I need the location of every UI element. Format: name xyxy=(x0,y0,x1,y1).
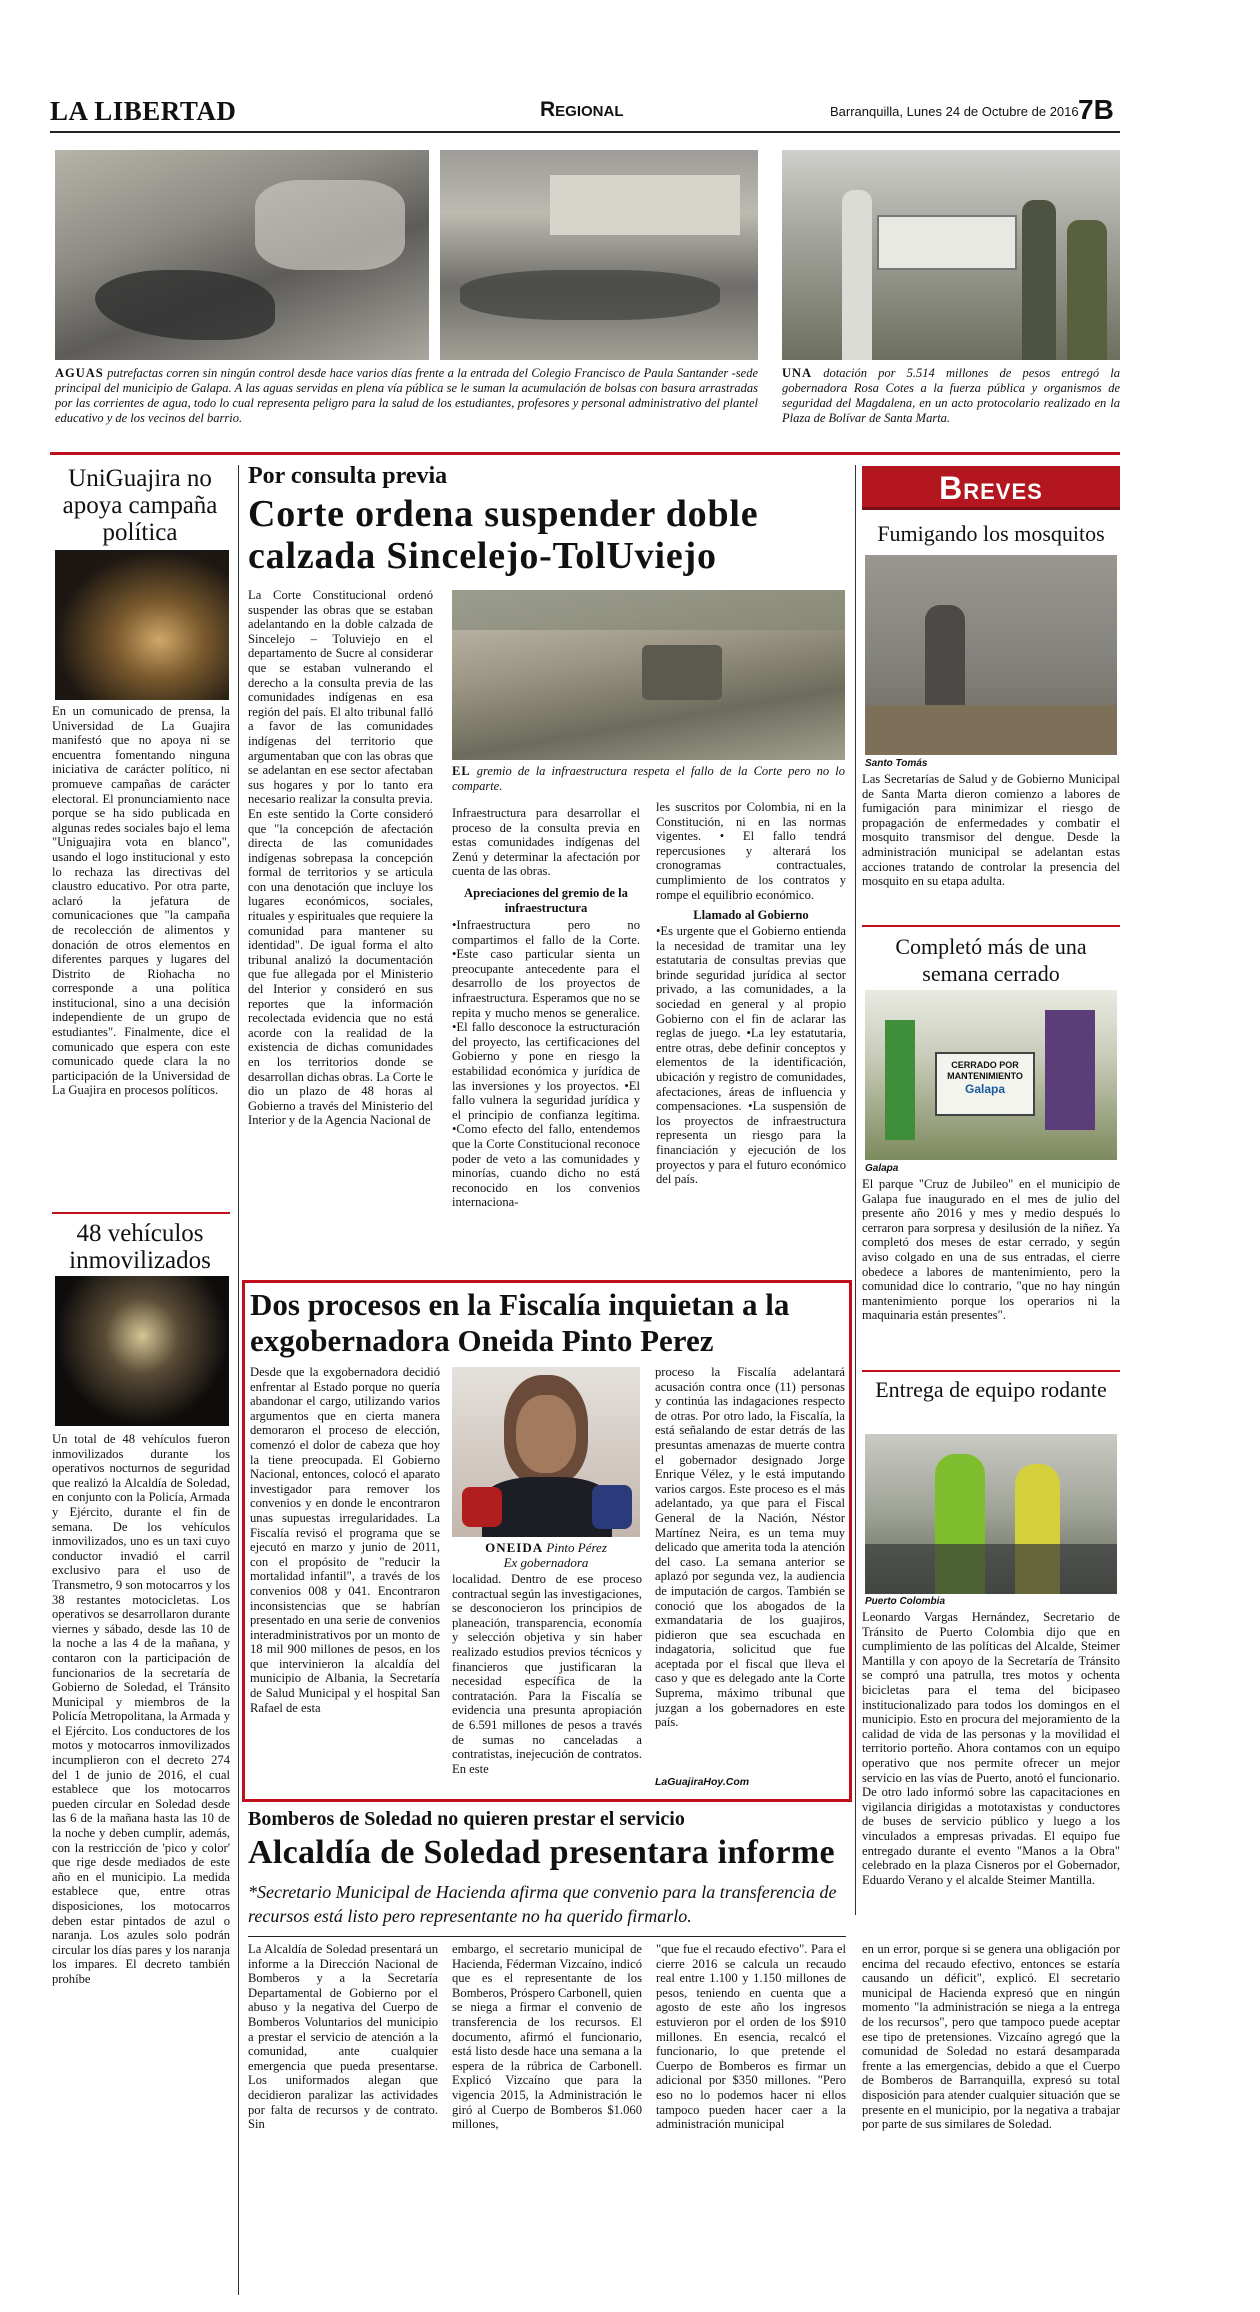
story-uniguajira-body: En un comunicado de prensa, la Universidad de La Guajira manifestó que no apoya ni se encuentra fomentando ninguna iniciativa de carácter político, ni promueve campañas de carácter electoral. El pronunciamiento nace porque se ha sido publicada en algunas redes sociales bajo el lema "Uniguajira vota en blanco", usando el logo institucional y esto lo rechaza las directivas del claustro educativo. Por otra parte, aclaró la jefatura de comunicaciones que "la campaña de recolección de alimentos y donación de otros elementos en diferentes parques y lugares del Distrito de Riohacha no corresponde a una política institucional, sino a una decisión independiente de un grupo de estudiantes". Finalmente, dice el comunicado que espera con este comunicado quede clara la no participación de la Universidad de La Guajira en procesos políticos. xyxy=(52,704,230,1098)
soledad-kicker: Bomberos de Soledad no quieren prestar el servicio xyxy=(248,1808,685,1830)
caption-role: Ex gobernadora xyxy=(503,1555,589,1570)
lead-subhead-gobierno: Llamado al Gobierno xyxy=(693,908,809,922)
lead-body-col3b: •Es urgente que el Gobierno entienda la necesidad de tramitar una ley estatutaria de consultas previas que brinde seguridad jurídica al sector privado, a las comunidades, a la sociedad en general y al propio Gobierno con el fin de aclarar las reglas de juego. •La ley estatutaria, entre otras, debe definir conceptos y elementos de la identificación, ubicación y registro de comunidades, afectaciones, áreas de influencia y compensaciones. •La suspensión de los proyectos de infraestructura representa un riesgo para la financiación y ejecución de los proyectos y para el futuro económico del país. xyxy=(656,924,846,1187)
soledad-rule xyxy=(248,1936,846,1937)
photo-oneida-caption xyxy=(452,1540,640,1570)
story-vehicles-title: 48 vehículos inmovilizados xyxy=(69,1220,211,1274)
caption-text: putrefactas corren sin ningún control desde hace varios días frente a la entrada del Colegio Francisco de Paula Santander -sede principal del municipio de Galapa. A las aguas servidas en plena vía pública se le suman la acumulación de bolsas con basura arrastradas por las corrientes de agua, todo lo cual representa peligro para la salud de los estudiantes, profesores y personal administrativo del plantel educativo y de los vecinos del barrio. xyxy=(55,366,758,425)
photo-uniguajira-campus xyxy=(55,550,229,700)
fiscalia-body-col2: localidad. Dentro de ese proceso contractual según las investigaciones, se desconocieron los principios de planeación, transparencia, economía y selección objetiva y sin haber realizado estudios previos técnicos y financieros que justificaran la necesidad específica de la contratación. Para la Fiscalía se evidencia una presunta apropiación de 6.591 millones de pesos a través de sumas no canceladas a contratistas, inejecución de contratos. En este xyxy=(452,1572,642,1776)
lead-body-col3a: les suscritos por Colombia, ni en la Constitución, ni en las normas vigentes. • El fallo tendrá repercusiones y alterará los cronogramas contractuales, cumplimiento de los contratos y rompe el equilibrio económico. xyxy=(656,800,846,902)
photo-fumigation xyxy=(865,555,1117,755)
masthead-dateline: Barranquilla, Lunes 24 de Octubre de 2016 xyxy=(830,104,1079,119)
photo-night-operation xyxy=(55,1276,229,1426)
soledad-body-col2: embargo, el secretario municipal de Hacienda, Féderman Vizcaíno, indicó que es el representante de los Bomberos, Próspero Carbonell, quien se niega a firmar el convenio de transferencia de los recursos. El documento, afirmó el funcionario, está listo desde hace una semana a la espera de la rúbrica de Carbonell. Explicó Vizcaíno que para la vigencia 2015, la Administración le giró al Cuerpo de Bomberos $1.060 millones, xyxy=(452,1942,642,2132)
photo-sewage-water-2 xyxy=(440,150,758,360)
masthead-rule xyxy=(50,131,1120,133)
photo-police-equipment xyxy=(865,1434,1117,1594)
caption-lead-word: EL xyxy=(452,764,471,778)
breve-parque-body: El parque "Cruz de Jubileo" en el municipio de Galapa fue inaugurado en el mes de julio del presente año 2016 y mes y medio después lo cerraron para sorpresa y desilusión de la niñez. Ya completó dos meses de estar cerrado, y según aviso colgado en una de sus entradas, el cierre obedece a labores de mantenimiento, pero la comunidad dice lo contrario, "que no hay ningún mantenimiento porque los operarios ni la maquinaria están presentes". xyxy=(862,1177,1120,1323)
lead-kicker: Por consulta previa xyxy=(248,463,448,489)
masthead-page-number: 7B xyxy=(1078,94,1114,125)
fiscalia-body-col3: proceso la Fiscalía adelantará acusación contra once (11) personas y continúa las indagaciones respecto de otras. Por otro lado, la Fiscalía, la está señalando de estar detrás de las presuntas amenazas de muerte contra el gobernador designado Jorge Enrique Vélez, y le está imputando varios cargos. Este proceso es el más adelantado, ya que para el Fiscal General de la Nación, Néstor Martínez Neira, es un tema muy delicado que amerita toda la atención del caso. La semana anterior se aplazó por segunda vez, la audiencia de imputación de cargos. También se conoció que los abogados de la exmandataria de los guajiros, pidieron que sea escuchada en indagatoria, solicitud que fue aceptada por el fiscal que lleva el caso y que es delegado ante la Corte Suprema, máximo tribunal que juzgan a los gobernadores en este país. xyxy=(655,1365,845,1730)
masthead-section: Regional xyxy=(540,98,624,121)
breves-header-box xyxy=(862,466,1120,510)
caption-lead-word: UNA xyxy=(782,366,813,380)
breves-header: Breves xyxy=(939,470,1043,506)
top-red-rule xyxy=(50,452,1120,455)
soledad-body-col4: en un error, porque si se genera una obligación por encima del recaudo efectivo, entonces se estaría causando un déficit", explicó. El secretario municipal de Hacienda expresó que en ningún momento "la administración se niega a la entrega de los recursos", pero que tampoco puede aceptar ese tipo de pretensiones. Vizcaíno agregó que la comunidad de Soledad no estará desamparada frente a las emergencias, debido a que el Cuerpo de Bomberos de Barranquilla, expresó su total disposición para atender cualquier situación que se presente en el municipio, por la negativa a trabajar por parte de sus similares de Soledad. xyxy=(862,1942,1120,2132)
left-red-rule-1 xyxy=(52,1212,230,1214)
breve-fumigando-title: Fumigando los mosquitos xyxy=(877,521,1105,546)
soledad-subtitle: *Secretario Municipal de Hacienda afirma que convenio para la transferencia de recursos está listo pero representante no ha querido firmarlo. xyxy=(248,1882,837,1926)
column-divider-right xyxy=(855,465,856,1915)
soledad-headline: Alcaldía de Soledad presentara informe xyxy=(248,1834,835,1871)
breve-equipo-body: Leonardo Vargas Hernández, Secretario de Tránsito de Puerto Colombia dijo que en cumplimiento de las políticas del Alcalde, Steimer Mantilla y con apoyo de la Secretaría de Tránsito se compró una patrulla, tres motos y ochenta bicicletas para el tema del bicipaseo institucionalizado para todos los domingos en el municipio. Esto en procura del mejoramiento de la calidad de vida de las personas y la movilidad el territorio porteño. Ahora contamos con un equipo operativo que nos permite ofrecer un mejor servicio en las vías de Puerto, anotó el funcionario. De otro lado informó sobre las capacitaciones en vigilancia dirigidas a mototaxistas y conductores de buses de servicio público y luego a los vinculados a empresas privadas. El equipo fue entregado durante el evento "Manos a la Obra" celebrado en la plaza Cisneros por el Gobernador, Eduardo Verano y el alcalde Steimer Mantilla. xyxy=(862,1610,1120,1887)
breve-fumigando-location: Santo Tomás xyxy=(865,758,928,769)
photo-oneida-pinto xyxy=(452,1367,640,1537)
lead-headline: Corte ordena suspender doble calzada Sincelejo-TolUviejo xyxy=(248,493,759,577)
closed-sign xyxy=(935,1052,1035,1116)
breve-parque-location: Galapa xyxy=(865,1163,899,1174)
fiscalia-source: LaGuajiraHoy.Com xyxy=(655,1776,750,1788)
photo-sewage-water-1 xyxy=(55,150,429,360)
caption-name-rest: Pinto Pérez xyxy=(543,1540,607,1555)
lead-body-col1: La Corte Constitucional ordenó suspender las obras que se estaban adelantando en la doble calzada de Sincelejo – Toluviejo en el departamento de Sucre al considerar que se estaban vulnerando el derecho a la consulta previa de las comunidades indígenas en esa región del país. El alto tribunal falló a favor de las comunidades indígenas del territorio que argumentaban que con las obras que se adelantan en ese sector afectaban sus hogares y por lo tanto era necesario realizar la consulta previa. En este sentido la Corte consideró que "la concepción de afectación directa de las comunidades indígenas sobrepasa la concepción formal de territorios y se articula con una denotación que incluye los lugares económicos, sociales, rituales y espirituales que requiere la comunidad para mantener su identidad". De igual forma el alto tribunal analizó la documentación que fue allegada por el Ministerio del Interior y consideró en sus reportes que la información recolectada evidencia que no está acorde con la realidad de la existencia de dichas comunidades en los territorios donde se desarrollan dichas obras. La Corte le dio un plazo de 48 horas al Gobierno a través del Ministerio del Interior y de la Agencia Nacional de xyxy=(248,588,433,1128)
caption-lead-word: AGUAS xyxy=(55,366,104,380)
breves-red-rule-1 xyxy=(862,925,1120,927)
soledad-body-col3: "que fue el recaudo efectivo". Para el cierre 2016 se calcula un recaudo real entre 1.100 y 1.150 millones de pesos, teniendo en cuenta que a agosto de este año los ingresos estuvieron por el orden de los $910 millones. En esencia, recalcó el funcionario, lo que pretende el Cuerpo de Bomberos es firmar un adicional por $350 millones. "Pero eso no lo podemos hacer ni ellos tampoco pueden hacer caer a la administración municipal xyxy=(656,1942,846,2132)
closed-sign-text: CERRADO POR MANTENIMIENTO xyxy=(947,1060,1023,1081)
caption-text: gremio de la infraestructura respeta el fallo de la Corte pero no lo comparte. xyxy=(452,764,845,793)
breves-red-rule-2 xyxy=(862,1370,1120,1372)
closed-sign-brand: Galapa xyxy=(964,1082,1006,1096)
lead-body-col2a: Infraestructura para desarrollar el proceso de la consulta previa en estas comunidades indígenas del Zenú y determinar la afectación por cuenta de las obras. xyxy=(452,806,640,879)
breve-equipo-title: Entrega de equipo rodante xyxy=(875,1377,1107,1402)
breve-fumigando-body: Las Secretarías de Salud y de Gobierno Municipal de Santa Marta dieron comienzo a labores de fumigación para minimizar el riesgo de propagación de enfermedades y combatir el mosquito transmisor del dengue. Desde la administración municipal se adelantan estas acciones tratando de controlar la presencia del mosquito en su etapa adulta. xyxy=(862,772,1120,889)
lead-subhead-gremio: Apreciaciones del gremio de la infraestructura xyxy=(464,886,628,915)
top-caption-left xyxy=(55,366,758,426)
photo-governor-ceremony xyxy=(782,150,1120,360)
fiscalia-body-col1: Desde que la exgobernadora decidió enfrentar al Estado porque no quería abandonar el cargo, utilizando varios argumentos que en cierta manera demoraron el proceso de elección, comenzó el dolor de cabeza que hoy la tiene preocupada. El Gobierno Nacional, entonces, colocó el aparato investigador para remover los convenios y en donde le encontraron unas supuestas irregularidades. La Fiscalía revisó el programa que se ejecutó en marzo y junio de 2011, con el propósito de "reducir la mortalidad infantil", a través de los convenios 008 y 041. Encontraron inconsistencias que se habrían presentado en una serie de convenios interadministrativos por un monto de 18 mil 900 millones de pesos, en los que intervinieron la alcaldía del municipio de Albania, la Secretaría de Salud Municipal y el hospital San Rafael de esta xyxy=(250,1365,440,1715)
photo-closed-park xyxy=(865,990,1117,1160)
caption-text: dotación por 5.514 millones de pesos entregó la gobernadora Rosa Cotes a la fuerza pública y organismos de seguridad del Magdalena, en un acto protocolario realizado en la Plaza de Bolívar de Santa Marta. xyxy=(782,366,1120,425)
masthead-paper-name: LA LIBERTAD xyxy=(50,96,237,126)
caption-name: ONEIDA xyxy=(485,1540,544,1555)
lead-photo-caption xyxy=(452,764,845,794)
photo-road-construction xyxy=(452,590,845,760)
breve-equipo-location: Puerto Colombia xyxy=(865,1596,946,1607)
lead-body-col2b: •Infraestructura pero no compartimos el fallo de la Corte. •Este caso particular sienta un preocupante antecedente para el desarrollo de los proyectos de infraestructura. Esperamos que no se repita y mucho menos se generalice. •El fallo desconoce la estructuración del proyecto, las certificaciones del Gobierno y pone en riesgo la estabilidad económica y jurídica de las inversiones y los proyectos. •El fallo vulnera la seguridad jurídica y el principio de confianza legítima. •Como efecto del fallo, entendemos que la Corte Constitucional reconoce poder de veto a las comunidades y minorías, cuando dicho no está reconocido en los convenios internaciona- xyxy=(452,918,640,1210)
story-vehicles-body: Un total de 48 vehículos fueron inmovilizados durante los operativos nocturnos de seguridad que realizó la Alcaldía de Soledad, en conjunto con la Policía, Armada y Ejército, durante el fin de semana. De los vehículos inmovilizados, uno es un taxi cuyo conductor invadió el carril exclusivo para el uso de Transmetro, 9 son motocarros y los 38 restantes motocicletas. Los operativos se desarrollaron durante viernes y sábado, desde las 10 de la noche a las 4 de la mañana, y contaron con la participación de funcionarios de la secretaría de Gobierno de Soledad, el Tránsito Municipal y miembros de la Policía Metropolitana, la Armada y el Ejército. Los conductores de los motos y motocarros inmovilizados incumplieron con el decreto 274 del 1 de junio de 2016, el cual establece que los motocarros pueden circular en Soledad desde las 6 de la mañana hasta las 10 de la noche y deben cumplir, además, con la restricción de 'pico y color' que rige desde mediados de este año en el municipio. La medida establece que, entre otras disposiciones, los motocarros deben estar pintados de azul o naranja. Los azules solo podrán circular los días pares y los naranja los impares. El decreto también prohíbe xyxy=(52,1432,230,1986)
column-divider-left xyxy=(238,465,239,2295)
story-uniguajira-title: UniGuajira no apoya campaña política xyxy=(62,465,218,546)
soledad-body-col1: La Alcaldía de Soledad presentará un informe a la Dirección Nacional de Bomberos y a la Secretaría Departamental de Gobierno por el abuso y la negativa del Cuerpo de Bomberos Voluntarios del municipio a prestar el servicio de atención a la comunidad, ante cualquier emergencia que pueda presentarse. Los uniformados alegan que decidieron paralizar las actividades por falta de recursos y de contrato. Sin xyxy=(248,1942,438,2132)
breve-parque-title: Completó más de una semana cerrado xyxy=(895,934,1087,986)
fiscalia-headline: Dos procesos en la Fiscalía inquietan a la exgobernadora Oneida Pinto Perez xyxy=(250,1287,790,1358)
top-caption-right xyxy=(782,366,1120,426)
